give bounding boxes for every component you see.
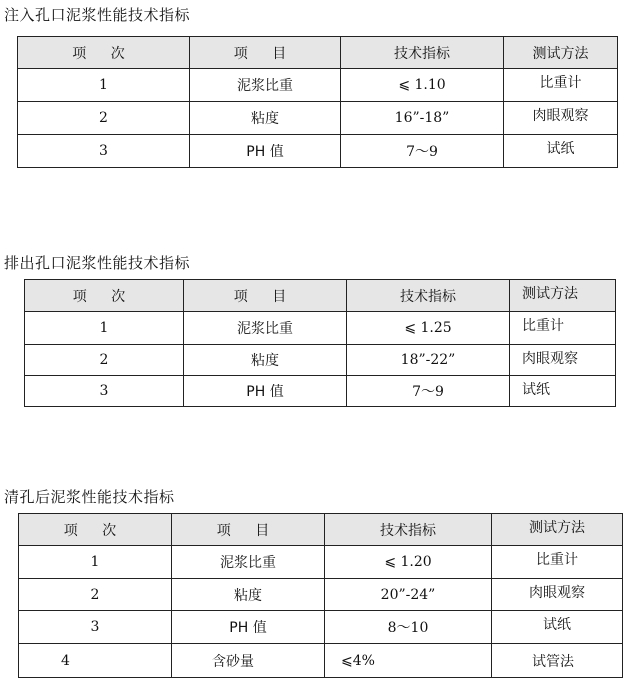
table-cell: 粘度: [190, 102, 341, 135]
table-1: [17, 36, 618, 168]
table-row: [19, 644, 623, 678]
table-cell: 肉眼观察: [510, 345, 616, 376]
table-cell: 试管法: [492, 644, 623, 678]
header-cell: 技术指标: [347, 280, 510, 312]
table-cell: ⩽ 1.25: [347, 312, 510, 345]
table-cell: 1: [19, 546, 172, 579]
table-cell: 3: [18, 135, 190, 168]
table-cell: 肉眼观察: [504, 102, 618, 135]
table-cell: 粘度: [184, 345, 347, 376]
table-3: [18, 513, 623, 678]
table-cell: PH 值: [172, 611, 325, 644]
table-row: [18, 135, 618, 168]
table-cell: 泥浆比重: [190, 69, 341, 102]
table-cell: PH 值: [190, 135, 341, 168]
table-cell: 试纸: [492, 611, 623, 644]
table-cell: 20”-24”: [325, 579, 492, 611]
table-cell: ⩽4%: [325, 644, 492, 678]
table-2: [24, 279, 616, 407]
header-cell: 项 次: [25, 280, 184, 312]
table-cell: 粘度: [172, 579, 325, 611]
table-3-title: 清孔后泥浆性能技术指标: [4, 488, 175, 506]
header-cell: 项 次: [19, 514, 172, 546]
header-cell: 项 目: [190, 37, 341, 69]
table-cell: 泥浆比重: [184, 312, 347, 345]
table-cell: 2: [19, 579, 172, 611]
header-cell: 测试方法: [492, 514, 623, 546]
header-cell: 项 目: [172, 514, 325, 546]
table-cell: ⩽ 1.20: [325, 546, 492, 579]
table-cell: 比重计: [510, 312, 616, 345]
header-cell: 技术指标: [341, 37, 504, 69]
table-cell: 肉眼观察: [492, 579, 623, 611]
table-cell: 含砂量: [172, 644, 325, 678]
table-cell: 7～9: [341, 135, 504, 168]
table-row: [25, 376, 616, 407]
table-row: [19, 579, 623, 611]
table-cell: 16”-18”: [341, 102, 504, 135]
table-cell: 4: [19, 644, 172, 678]
table-cell: 试纸: [504, 135, 618, 168]
table-cell: 18”-22”: [347, 345, 510, 376]
header-cell: 测试方法: [510, 280, 616, 312]
table-header-row: [19, 514, 623, 546]
table-cell: 比重计: [504, 69, 618, 102]
table-cell: 3: [19, 611, 172, 644]
table-2-title: 排出孔口泥浆性能技术指标: [4, 254, 191, 272]
header-cell: 技术指标: [325, 514, 492, 546]
table-cell: 1: [18, 69, 190, 102]
table-row: [19, 611, 623, 644]
table-cell: 1: [25, 312, 184, 345]
header-cell: 项 次: [18, 37, 190, 69]
table-row: [18, 69, 618, 102]
table-cell: PH 值: [184, 376, 347, 407]
table-row: [25, 345, 616, 376]
table-cell: 2: [25, 345, 184, 376]
table-cell: 2: [18, 102, 190, 135]
table-cell: 8～10: [325, 611, 492, 644]
table-1-title: 注入孔口泥浆性能技术指标: [4, 6, 191, 24]
table-cell: 泥浆比重: [172, 546, 325, 579]
header-cell: 项 目: [184, 280, 347, 312]
table-row: [19, 546, 623, 579]
table-row: [18, 102, 618, 135]
table-cell: 试纸: [510, 376, 616, 407]
table-cell: 3: [25, 376, 184, 407]
table-header-row: [25, 280, 616, 312]
table-cell: 7～9: [347, 376, 510, 407]
table-header-row: [18, 37, 618, 69]
table-cell: 比重计: [492, 546, 623, 579]
table-row: [25, 312, 616, 345]
table-cell: ⩽ 1.10: [341, 69, 504, 102]
header-cell: 测试方法: [504, 37, 618, 69]
